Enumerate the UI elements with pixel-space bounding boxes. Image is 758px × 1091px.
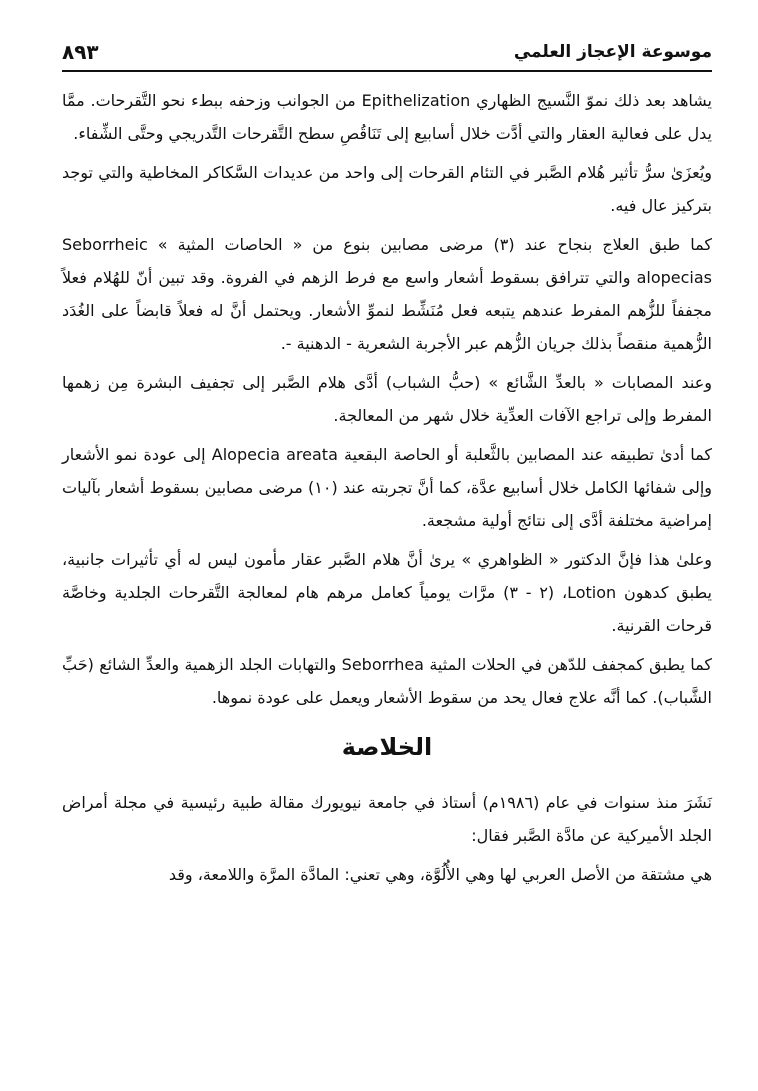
summary-paragraph-2: هي مشتقة من الأصل العربي لها وهي الأُلُوَّة، وهي تعني: المادَّة المرَّة واللامعة، وقد: [168, 865, 712, 884]
page-header: [62, 38, 712, 72]
page-body: [62, 84, 712, 897]
paragraph-4: وعند المصابات « بالعدِّ الشَّائع » (حبُّ الشباب) أدَّى هلام الصَّبر إلى تجفيف البشرة مِن زهمها المفرط وإلى تراجع الآفات العدِّية خلال شهر من المعالجة.: [62, 373, 712, 425]
paragraph-7: كما يطبق كمجفف للدّهن في الحلات المثية Seborrhea والتهابات الجلد الزهمية والعدِّ الشائع (حَبِّ الشَّباب). كما أنَّه علاج فعال يحد من سقوط الأشعار ويعمل على عودة نموها.: [62, 655, 713, 707]
section-heading: الخلاصة: [341, 733, 433, 761]
paragraph-1: يشاهد بعد ذلك نموّ النَّسيج الظهاري Epithelization من الجوانب وزحفه ببطء نحو التَّقرحات. ممَّا يدل على فعالية العقار والتي أدَّت خلال أسابيع إلى تَنَاقُصِ سطح التَّقرحات التَّدريجي وحتَّى الشِّفاء.: [62, 91, 713, 143]
paragraph-5: كما أدىٰ تطبيقه عند المصابين بالثَّعلبة أو الحاصة البقعية Alopecia areata إلى عودة نمو الأشعار وإلى شفائها الكامل خلال أسابيع عدَّة، كما أنَّ تجربته عند (١٠) مرضى مصابين بسقوط أشعار بآليات إمراضية مختلفة أدَّى إلى نتائج أولية مشجعة.: [62, 445, 713, 530]
paragraph-3: كما طبق العلاج بنجاح عند (٣) مرضى مصابين بنوع من « الحاصات المثية » Seborrheic alopecias والتي تترافق بسقوط أشعار واسع مع فرط الزهم في الفروة. وقد تبين أنّ للهُلام فعلاً مجففاً للزُّهم المفرط عندهم يتبعه فعل مُنَشِّط لنموِّ الأشعار. ويحتمل أنَّ له فعلاً قابضاً على الغُدَد الزُّهمية منقصاً بذلك جريان الزُّهم عبر الأجربة الشعرية - الدهنية -.: [62, 235, 713, 353]
paragraph-2: ويُعزَىٰ سرُّ تأثير هُلام الصَّبر في التئام القرحات إلى واحد من عديدات السَّكاكر المخاطية والتي توجد بتركيز عال فيه.: [62, 163, 712, 215]
page-number: ٨٩٣: [62, 40, 99, 64]
paragraph-6: وعلىٰ هذا فإنَّ الدكتور « الظواهري » يرىٰ أنَّ هلام الصَّبر عقار مأمون ليس له أي تأثيرات جانبية، يطبق كدهون Lotion، (٢ - ٣) مرَّات يومياً كعامل مرهم هام لمعالجة التَّقرحات الجلدية وخاصَّة قرحات القرنية.: [62, 550, 712, 635]
running-title: موسوعة الإعجاز العلمي: [513, 42, 712, 62]
summary-paragraph-1: نَشَرَ منذ سنوات في عام (١٩٨٦م) أستاذ في جامعة نيويورك مقالة طبية رئيسية في مجلة أمراض الجلد الأميركية عن مادَّة الصَّبر فقال:: [62, 793, 713, 845]
